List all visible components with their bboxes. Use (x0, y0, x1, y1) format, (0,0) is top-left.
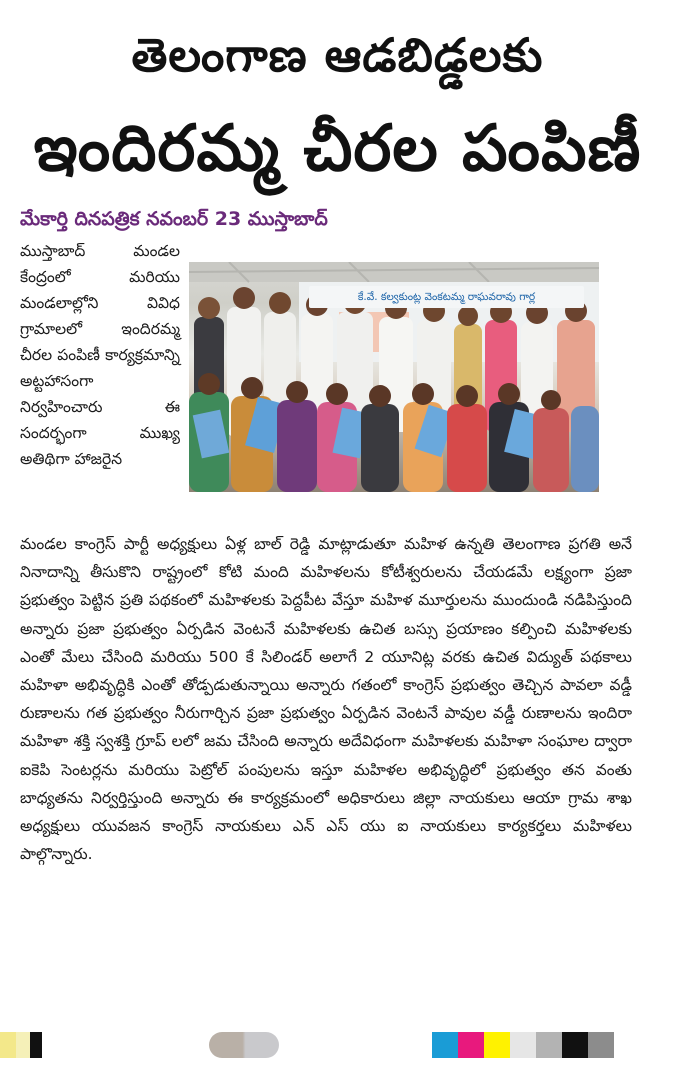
color-swatch (562, 1032, 588, 1058)
color-swatch (484, 1032, 510, 1058)
color-swatch (458, 1032, 484, 1058)
headline-line-1: తెలంగాణ ఆడబిడ్డలకు (131, 28, 544, 82)
news-photo (189, 262, 599, 492)
color-swatch (432, 1032, 458, 1058)
color-swatch (510, 1032, 536, 1058)
dateline: మేకార్తి దినపత్రిక నవంబర్ 23 ముస్తాబాద్ (20, 208, 328, 230)
article-body: మండల కాంగ్రెస్ పార్టీ అధ్యక్షులు ఏళ్ల బాల్ రెడ్డి మాట్లాడుతూ మహిళ ఉన్నతి తెలంగాణ ప్రగతి అనే నినాదాన్ని తీసుకొని రాష్ట్రంలో కోటి మంది మహిళలను కోటీశ్వరులను చేయడమే లక్ష్యంగా ప్రజా ప్రభుత్వం పెట్టిన ప్రతి పథకంలో మహిళలకు పెద్దపీట వేస్తూ మహిళ మూర్తులను ముందుండి నడిపిస్తుంది అన్నారు ప్రజా ప్రభుత్వం ఏర్పడిన వెంటనే మహిళలకు ఉచిత బస్సు ప్రయాణం కల్పించి మహిళలకు ఎంతో మేలు చేసింది మరియు 500 కే సిలిండర్ అలాగే 2 యూనిట్ల వరకు ఉచిత విద్యుత్ పథకాలు మహిళా అభివృద్ధికి ఎంతో తోడ్పడుతున్నాయి అన్నారు గతంలో కాంగ్రెస్ ప్రభుత్వం తెచ్చిన పావలా వడ్డీ రుణాలను గత ప్రభుత్వం నీరుగార్చిన ప్రజా ప్రభుత్వం ఏర్పడిన వెంటనే పావుల వడ్డీ రుణాలను ఇందిరా మహిళా శక్తి స్వశక్తి గ్రూప్ లలో జమ చేసింది అన్నారు అదేవిధంగా మహిళలకు మహిళా సంఘాల ద్వారా ఐకెపి సెంటర్లను మరియు పెట్రోల్ పంపులను ఇస్తూ మహిళల అభివృద్ధిలో ప్రభుత్వం తన వంతు బాధ్యతను నిర్వర్తిస్తుంది అన్నారు ఈ కార్యక్రమంలో అధికారులు జిల్లా నాయకులు ఆయా గ్రామ శాఖ అధ్యక్షులు యువజన కాంగ్రెస్ నాయకులు ఎన్ ఎస్ యు ఐ నాయకులు కార్యకర్తలు మహిళలు పాల్గొన్నారు. (20, 535, 632, 864)
stage-banner: కే.వే. కల్వకుంట్ల వెంకటమ్మ రాఘవరావు గార్ల (309, 286, 584, 308)
print-registration-mark (209, 1032, 279, 1058)
color-swatch (536, 1032, 562, 1058)
intro-column-text: ముస్తాబాద్ మండల కేంద్రంలో మరియు మండలాల్లోని వివిధ గ్రామాలలో ఇందిరమ్మ చీరల పంపిణీ కార్యక్రమాన్ని అట్టహాసంగా నిర్వహించారు ఈ సందర్భంగా ముఖ్య అతిథిగా హాజరైన (20, 242, 180, 468)
headline-line-2: ఇందిరమ్మ చీరల పంపిణీ (33, 112, 642, 186)
color-swatch (588, 1032, 614, 1058)
color-swatch (16, 1032, 30, 1058)
color-swatch (30, 1032, 42, 1058)
color-swatch (0, 1032, 16, 1058)
